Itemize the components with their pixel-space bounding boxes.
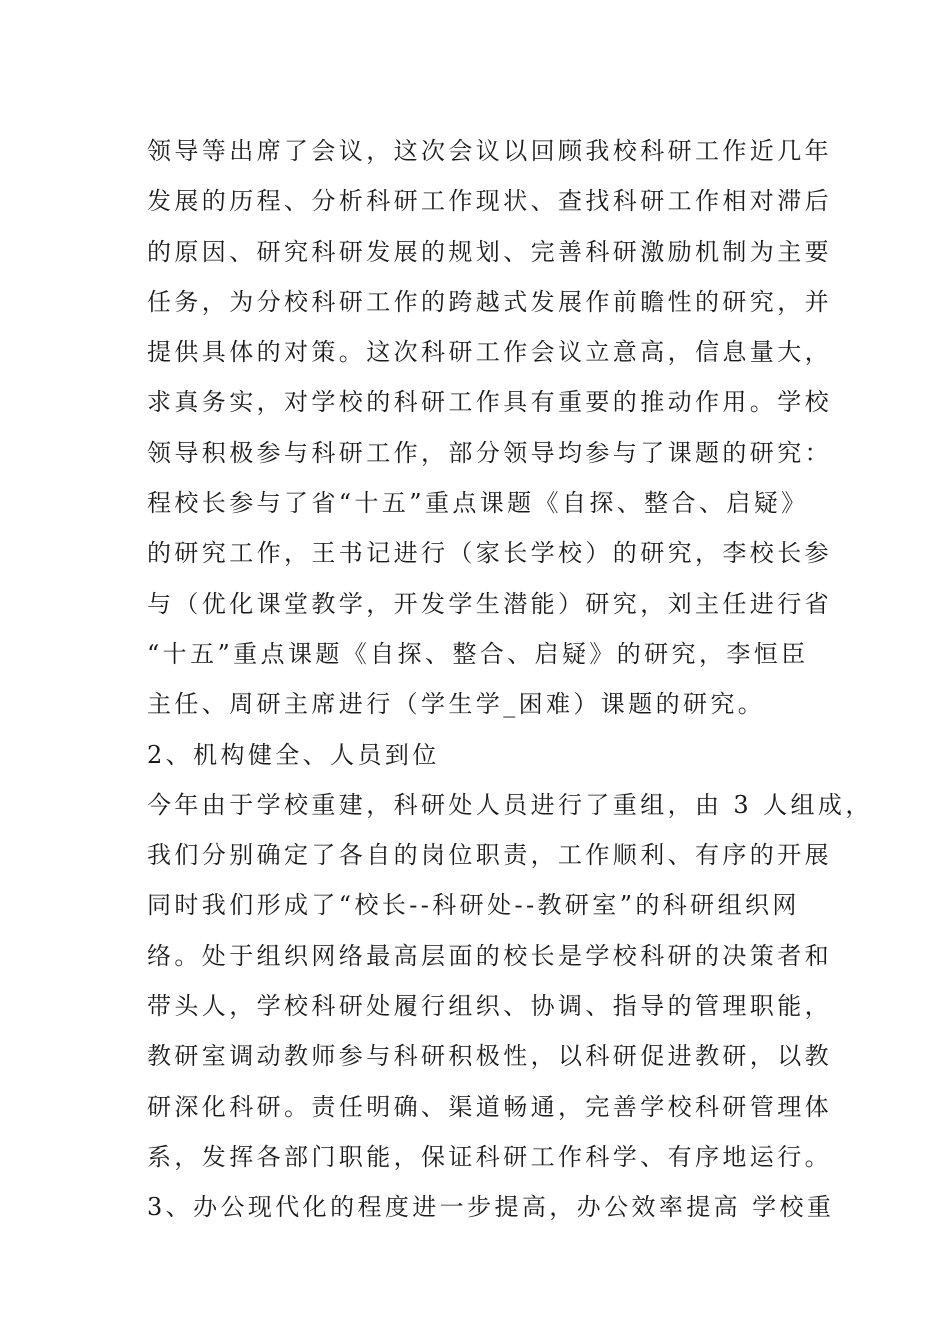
text-line: 今年由于学校重建，科研处人员进行了重组，由 3 人组成， (147, 790, 873, 819)
text-line: 的原因、研究科研发展的规划、完善科研激励机制为主要 (147, 237, 832, 266)
text-line: 主任、周研主席进行（学生学_困难）课题的研究。 (147, 690, 766, 719)
text-line: 任务，为分校科研工作的跨越式发展作前瞻性的研究，并 (147, 287, 832, 316)
text-line: 领导积极参与科研工作，部分领导均参与了课题的研究： (147, 438, 832, 467)
text-line: 与（优化课堂教学，开发学生潜能）研究，刘主任进行省 (147, 589, 832, 618)
text-line: “十五”重点课题《自探、整合、启疑》的研究，李恒臣 (147, 639, 809, 668)
section-heading: 3、办公现代化的程度进一步提高，办公效率提高 学校重 (147, 1193, 835, 1222)
text-line: 发展的历程、分析科研工作现状、查找科研工作相对滞后 (147, 187, 832, 216)
text-line: 求真务实，对学校的科研工作具有重要的推动作用。学校 (147, 388, 832, 417)
text-line: 同时我们形成了“校长--科研处--教研室”的科研组织网 (147, 891, 800, 920)
text-line: 的研究工作，王书记进行（家长学校）的研究，李校长参 (147, 539, 832, 568)
text-line: 带头人，学校科研处履行组织、协调、指导的管理职能， (147, 992, 832, 1021)
text-line: 系，发挥各部门职能，保证科研工作科学、有序地运行。 (147, 1142, 832, 1171)
text-line: 我们分别确定了各自的岗位职责，工作顺利、有序的开展 (147, 841, 832, 870)
text-line: 提供具体的对策。这次科研工作会议立意高，信息量大， (147, 338, 832, 367)
section-heading: 2、机构健全、人员到位 (147, 740, 440, 769)
text-line: 教研室调动教师参与科研积极性，以科研促进教研，以教 (147, 1042, 832, 1071)
body-text (147, 126, 873, 1233)
text-line: 领导等出席了会议，这次会议以回顾我校科研工作近几年 (147, 137, 832, 165)
text-line: 络。处于组织网络最高层面的校长是学校科研的决策者和 (147, 941, 832, 970)
text-line: 程校长参与了省“十五”重点课题《自探、整合、启疑》 (147, 489, 809, 518)
text-line: 研深化科研。责任明确、渠道畅通，完善学校科研管理体 (147, 1092, 832, 1121)
